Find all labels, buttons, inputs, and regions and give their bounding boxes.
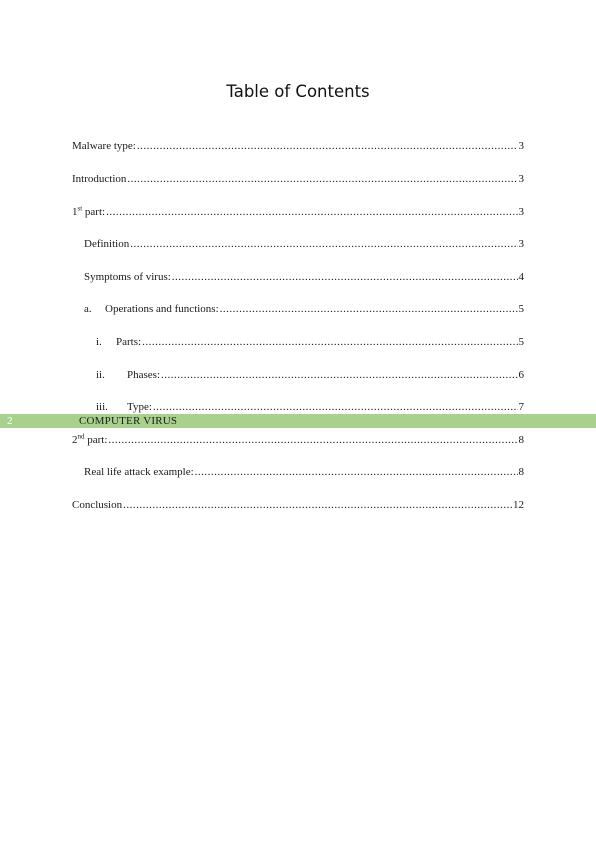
- ordinal-number: 1: [72, 206, 78, 218]
- dot-leader: [106, 206, 517, 219]
- dot-leader: [153, 401, 518, 414]
- dot-leader: [172, 271, 518, 284]
- dot-leader: [123, 499, 512, 512]
- dot-leader: [108, 434, 517, 447]
- toc-entry-page: 7: [518, 401, 524, 413]
- page-number: 2: [7, 415, 13, 427]
- dot-leader: [130, 238, 517, 251]
- toc-entry-page: 5: [518, 303, 524, 315]
- toc-entry-page: 8: [518, 434, 524, 446]
- dot-leader: [137, 140, 518, 153]
- toc-entry-page: 12: [513, 499, 524, 511]
- dot-leader: [195, 466, 518, 479]
- toc-entry-parts[interactable]: [96, 336, 524, 349]
- ordinal-suffix: st: [77, 204, 83, 213]
- toc-entry-label: Phases:: [127, 369, 160, 381]
- running-header-band: [0, 414, 596, 428]
- toc-entry-label: Real life attack example:: [84, 466, 194, 478]
- running-title: COMPUTER VIRUS: [79, 415, 178, 427]
- toc-entry-page: 8: [518, 466, 524, 478]
- toc-entry-phases[interactable]: [96, 369, 524, 382]
- toc-entry-conclusion[interactable]: [72, 499, 524, 512]
- toc-entry-label: [72, 206, 105, 219]
- toc-entry-page: 6: [518, 369, 524, 381]
- dot-leader: [220, 303, 518, 316]
- toc-entry-label: Definition: [84, 238, 130, 250]
- toc-title: Table of Contents: [226, 82, 370, 101]
- toc-entry-real-life-attack[interactable]: [84, 466, 524, 479]
- toc-entry-definition[interactable]: [84, 238, 524, 251]
- toc-entry-label: Parts:: [116, 336, 142, 348]
- dot-leader: [142, 336, 517, 349]
- toc-entry-label: Symptoms of virus:: [84, 271, 171, 283]
- dot-leader: [127, 173, 517, 186]
- toc-entry-page: 4: [518, 271, 524, 283]
- list-marker: a.: [84, 303, 92, 315]
- ordinal-suffix: nd: [77, 432, 85, 441]
- label-text: part:: [82, 206, 106, 218]
- toc-entry-page: 5: [518, 336, 524, 348]
- toc-entry-label: Malware type:: [72, 140, 136, 152]
- toc-entry-page: 3: [518, 206, 524, 218]
- toc-entry-malware-type[interactable]: [72, 140, 524, 153]
- label-text: part:: [84, 434, 108, 446]
- list-marker: ii.: [96, 369, 105, 381]
- toc-entry-second-part[interactable]: [72, 434, 524, 447]
- toc-entry-first-part[interactable]: [72, 206, 524, 219]
- toc-entry-operations[interactable]: [84, 303, 524, 316]
- ordinal-number: 2: [72, 434, 78, 446]
- toc-entry-symptoms[interactable]: [84, 271, 524, 284]
- toc-entry-label: Operations and functions:: [105, 303, 219, 315]
- list-marker: i.: [96, 336, 102, 348]
- toc-entry-label: Conclusion: [72, 499, 123, 511]
- toc-entry-page: 3: [518, 140, 524, 152]
- toc-entry-label: Introduction: [72, 173, 127, 185]
- toc-entry-label: [72, 434, 107, 447]
- toc-entry-page: 3: [518, 238, 524, 250]
- list-marker: iii.: [96, 401, 108, 413]
- toc-entry-type[interactable]: [96, 401, 524, 414]
- toc-entry-page: 3: [518, 173, 524, 185]
- dot-leader: [161, 369, 518, 382]
- toc-entry-label: Type:: [127, 401, 152, 413]
- toc-entry-introduction[interactable]: [72, 173, 524, 186]
